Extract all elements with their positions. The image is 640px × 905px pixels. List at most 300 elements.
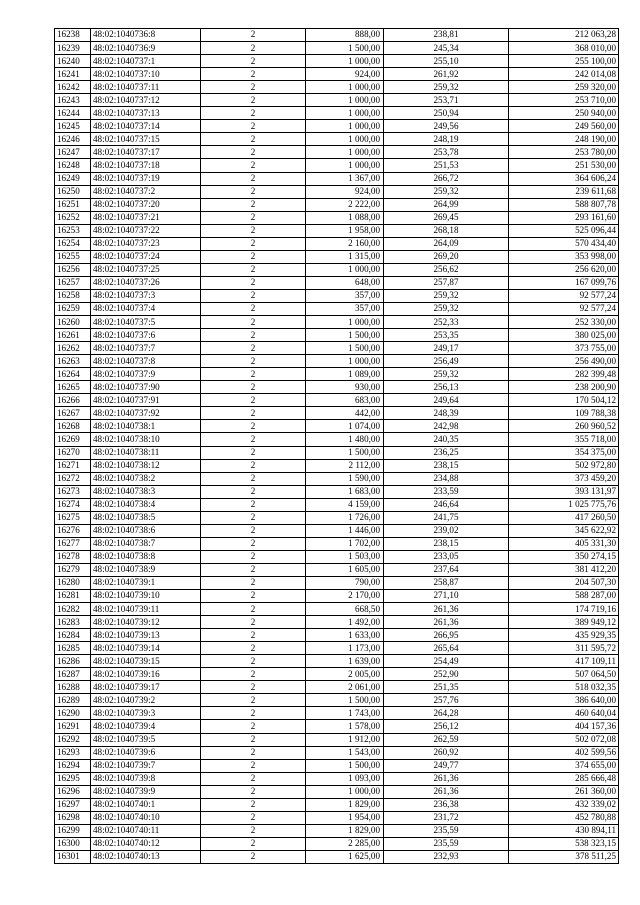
specific-value-cell: 241,75 (384, 511, 509, 524)
category-code-cell: 2 (201, 550, 306, 563)
specific-value-cell: 254,49 (384, 655, 509, 668)
cadastral-number-cell: 48:02:1040739:12 (91, 616, 201, 629)
cadastral-number-cell: 48:02:1040737:92 (91, 407, 201, 420)
specific-value-cell: 261,36 (384, 785, 509, 798)
category-code-cell: 2 (201, 563, 306, 576)
table-row (55, 498, 619, 511)
category-code-cell: 2 (201, 68, 306, 81)
category-code-cell: 2 (201, 668, 306, 681)
specific-value-cell: 253,71 (384, 94, 509, 107)
table-row (55, 407, 619, 420)
table-row (55, 198, 619, 211)
table-row (55, 772, 619, 785)
cadastral-number-cell: 48:02:1040739:13 (91, 629, 201, 642)
row-number-cell: 16243 (55, 94, 91, 107)
specific-value-cell: 269,45 (384, 211, 509, 224)
category-code-cell: 2 (201, 811, 306, 824)
category-code-cell: 2 (201, 198, 306, 211)
row-number-cell: 16298 (55, 811, 91, 824)
table-row (55, 329, 619, 342)
row-number-cell: 16259 (55, 302, 91, 315)
cadastral-number-cell: 48:02:1040737:26 (91, 276, 201, 289)
category-code-cell: 2 (201, 511, 306, 524)
cadastral-number-cell: 48:02:1040739:9 (91, 785, 201, 798)
table-row (55, 668, 619, 681)
cadastral-number-cell: 48:02:1040738:5 (91, 511, 201, 524)
category-code-cell: 2 (201, 824, 306, 837)
row-number-cell: 16265 (55, 381, 91, 394)
cadastral-value-cell: 285 666,48 (509, 772, 619, 785)
category-code-cell: 2 (201, 433, 306, 446)
category-code-cell: 2 (201, 94, 306, 107)
cadastral-number-cell: 48:02:1040739:4 (91, 720, 201, 733)
cadastral-number-cell: 48:02:1040737:8 (91, 355, 201, 368)
area-cell: 1 000,00 (306, 120, 384, 133)
category-code-cell: 2 (201, 772, 306, 785)
row-number-cell: 16295 (55, 772, 91, 785)
category-code-cell: 2 (201, 368, 306, 381)
table-row (55, 211, 619, 224)
cadastral-number-cell: 48:02:1040737:10 (91, 68, 201, 81)
cadastral-number-cell: 48:02:1040737:17 (91, 146, 201, 159)
category-code-cell: 2 (201, 159, 306, 172)
row-number-cell: 16269 (55, 433, 91, 446)
cadastral-value-cell: 368 010,00 (509, 42, 619, 55)
cadastral-number-cell: 48:02:1040738:11 (91, 446, 201, 459)
area-cell: 1 093,00 (306, 772, 384, 785)
cadastral-value-cell: 364 606,24 (509, 172, 619, 185)
cadastral-value-cell: 239 611,68 (509, 185, 619, 198)
table-row (55, 850, 619, 863)
area-cell: 1 315,00 (306, 250, 384, 263)
row-number-cell: 16289 (55, 694, 91, 707)
specific-value-cell: 259,32 (384, 289, 509, 302)
category-code-cell: 2 (201, 459, 306, 472)
row-number-cell: 16266 (55, 394, 91, 407)
table-row (55, 381, 619, 394)
specific-value-cell: 259,32 (384, 185, 509, 198)
table-row (55, 642, 619, 655)
row-number-cell: 16261 (55, 329, 91, 342)
specific-value-cell: 249,56 (384, 120, 509, 133)
specific-value-cell: 232,93 (384, 850, 509, 863)
table-row (55, 316, 619, 329)
specific-value-cell: 251,53 (384, 159, 509, 172)
table-row (55, 824, 619, 837)
table-row (55, 837, 619, 850)
category-code-cell: 2 (201, 146, 306, 159)
row-number-cell: 16241 (55, 68, 91, 81)
row-number-cell: 16276 (55, 524, 91, 537)
specific-value-cell: 252,90 (384, 668, 509, 681)
cadastral-value-cell: 256 490,00 (509, 355, 619, 368)
table-row (55, 250, 619, 263)
table-row (55, 759, 619, 772)
cadastral-value-cell: 417 109,11 (509, 655, 619, 668)
table-row (55, 655, 619, 668)
cadastral-number-cell: 48:02:1040739:16 (91, 668, 201, 681)
area-cell: 1 590,00 (306, 472, 384, 485)
specific-value-cell: 231,72 (384, 811, 509, 824)
row-number-cell: 16267 (55, 407, 91, 420)
row-number-cell: 16264 (55, 368, 91, 381)
table-row (55, 459, 619, 472)
cadastral-number-cell: 48:02:1040737:21 (91, 211, 201, 224)
cadastral-number-cell: 48:02:1040739:5 (91, 733, 201, 746)
cadastral-value-cell: 353 998,00 (509, 250, 619, 263)
cadastral-value-cell: 293 161,60 (509, 211, 619, 224)
row-number-cell: 16296 (55, 785, 91, 798)
table-row (55, 224, 619, 237)
specific-value-cell: 233,05 (384, 550, 509, 563)
specific-value-cell: 238,15 (384, 537, 509, 550)
row-number-cell: 16301 (55, 850, 91, 863)
specific-value-cell: 256,13 (384, 381, 509, 394)
area-cell: 1 500,00 (306, 329, 384, 342)
row-number-cell: 16242 (55, 81, 91, 94)
table-row (55, 511, 619, 524)
cadastral-number-cell: 48:02:1040736:8 (91, 29, 201, 42)
cadastral-number-cell: 48:02:1040737:14 (91, 120, 201, 133)
row-number-cell: 16281 (55, 590, 91, 603)
cadastral-value-cell: 435 929,35 (509, 629, 619, 642)
row-number-cell: 16245 (55, 120, 91, 133)
row-number-cell: 16244 (55, 107, 91, 120)
cadastral-value-cell: 253 710,00 (509, 94, 619, 107)
cadastral-value-cell: 417 260,50 (509, 511, 619, 524)
cadastral-number-cell: 48:02:1040739:11 (91, 603, 201, 616)
row-number-cell: 16280 (55, 576, 91, 589)
specific-value-cell: 256,12 (384, 720, 509, 733)
cadastral-value-cell: 345 622,92 (509, 524, 619, 537)
table-row (55, 302, 619, 315)
row-number-cell: 16278 (55, 550, 91, 563)
area-cell: 1 000,00 (306, 133, 384, 146)
cadastral-value-cell: 374 655,00 (509, 759, 619, 772)
area-cell: 1 000,00 (306, 94, 384, 107)
specific-value-cell: 235,59 (384, 837, 509, 850)
specific-value-cell: 264,28 (384, 707, 509, 720)
row-number-cell: 16257 (55, 276, 91, 289)
row-number-cell: 16297 (55, 798, 91, 811)
specific-value-cell: 264,99 (384, 198, 509, 211)
cadastral-value-table (54, 28, 619, 864)
area-cell: 1 000,00 (306, 55, 384, 68)
row-number-cell: 16262 (55, 342, 91, 355)
specific-value-cell: 250,94 (384, 107, 509, 120)
area-cell: 1 726,00 (306, 511, 384, 524)
area-cell: 648,00 (306, 276, 384, 289)
table-row (55, 146, 619, 159)
table-row (55, 550, 619, 563)
cadastral-value-cell: 253 780,00 (509, 146, 619, 159)
category-code-cell: 2 (201, 420, 306, 433)
category-code-cell: 2 (201, 55, 306, 68)
category-code-cell: 2 (201, 785, 306, 798)
cadastral-value-cell: 538 323,15 (509, 837, 619, 850)
cadastral-value-cell: 380 025,00 (509, 329, 619, 342)
cadastral-value-cell: 204 507,30 (509, 576, 619, 589)
specific-value-cell: 260,92 (384, 746, 509, 759)
specific-value-cell: 242,98 (384, 420, 509, 433)
area-cell: 1 829,00 (306, 798, 384, 811)
row-number-cell: 16247 (55, 146, 91, 159)
area-cell: 1 446,00 (306, 524, 384, 537)
cadastral-value-cell: 174 719,16 (509, 603, 619, 616)
row-number-cell: 16250 (55, 185, 91, 198)
specific-value-cell: 261,36 (384, 603, 509, 616)
table-row (55, 276, 619, 289)
row-number-cell: 16285 (55, 642, 91, 655)
area-cell: 1 912,00 (306, 733, 384, 746)
cadastral-value-cell: 378 511,25 (509, 850, 619, 863)
table-row (55, 707, 619, 720)
cadastral-number-cell: 48:02:1040738:12 (91, 459, 201, 472)
table-row (55, 785, 619, 798)
cadastral-value-cell: 386 640,00 (509, 694, 619, 707)
row-number-cell: 16248 (55, 159, 91, 172)
area-cell: 1 000,00 (306, 146, 384, 159)
category-code-cell: 2 (201, 107, 306, 120)
row-number-cell: 16251 (55, 198, 91, 211)
category-code-cell: 2 (201, 446, 306, 459)
table-row (55, 289, 619, 302)
row-number-cell: 16268 (55, 420, 91, 433)
area-cell: 930,00 (306, 381, 384, 394)
category-code-cell: 2 (201, 407, 306, 420)
cadastral-value-cell: 389 949,12 (509, 616, 619, 629)
area-cell: 1 000,00 (306, 263, 384, 276)
area-cell: 1 743,00 (306, 707, 384, 720)
cadastral-number-cell: 48:02:1040739:1 (91, 576, 201, 589)
category-code-cell: 2 (201, 694, 306, 707)
area-cell: 1 503,00 (306, 550, 384, 563)
table-row (55, 811, 619, 824)
row-number-cell: 16255 (55, 250, 91, 263)
area-cell: 924,00 (306, 68, 384, 81)
specific-value-cell: 257,76 (384, 694, 509, 707)
table-row (55, 576, 619, 589)
row-number-cell: 16256 (55, 263, 91, 276)
specific-value-cell: 266,72 (384, 172, 509, 185)
row-number-cell: 16258 (55, 289, 91, 302)
specific-value-cell: 264,09 (384, 237, 509, 250)
row-number-cell: 16246 (55, 133, 91, 146)
specific-value-cell: 248,19 (384, 133, 509, 146)
cadastral-number-cell: 48:02:1040739:7 (91, 759, 201, 772)
area-cell: 1 480,00 (306, 433, 384, 446)
cadastral-number-cell: 48:02:1040737:4 (91, 302, 201, 315)
cadastral-number-cell: 48:02:1040739:15 (91, 655, 201, 668)
table-row (55, 472, 619, 485)
specific-value-cell: 236,38 (384, 798, 509, 811)
specific-value-cell: 238,81 (384, 29, 509, 42)
category-code-cell: 2 (201, 603, 306, 616)
cadastral-value-cell: 402 599,56 (509, 746, 619, 759)
category-code-cell: 2 (201, 707, 306, 720)
area-cell: 1 000,00 (306, 785, 384, 798)
cadastral-value-cell: 507 064,50 (509, 668, 619, 681)
table-row (55, 237, 619, 250)
cadastral-value-cell: 92 577,24 (509, 302, 619, 315)
category-code-cell: 2 (201, 316, 306, 329)
cadastral-number-cell: 48:02:1040737:9 (91, 368, 201, 381)
category-code-cell: 2 (201, 837, 306, 850)
cadastral-number-cell: 48:02:1040738:10 (91, 433, 201, 446)
row-number-cell: 16271 (55, 459, 91, 472)
category-code-cell: 2 (201, 720, 306, 733)
cadastral-value-cell: 405 331,30 (509, 537, 619, 550)
cadastral-number-cell: 48:02:1040738:8 (91, 550, 201, 563)
cadastral-number-cell: 48:02:1040740:12 (91, 837, 201, 850)
category-code-cell: 2 (201, 185, 306, 198)
table-row (55, 81, 619, 94)
area-cell: 1 088,00 (306, 211, 384, 224)
table-row (55, 446, 619, 459)
cadastral-number-cell: 48:02:1040737:25 (91, 263, 201, 276)
area-cell: 357,00 (306, 302, 384, 315)
area-cell: 2 061,00 (306, 681, 384, 694)
area-cell: 1 500,00 (306, 446, 384, 459)
row-number-cell: 16253 (55, 224, 91, 237)
area-cell: 2 005,00 (306, 668, 384, 681)
table-row (55, 420, 619, 433)
cadastral-value-cell: 588 287,00 (509, 590, 619, 603)
category-code-cell: 2 (201, 329, 306, 342)
cadastral-value-cell: 393 131,97 (509, 485, 619, 498)
category-code-cell: 2 (201, 590, 306, 603)
row-number-cell: 16252 (55, 211, 91, 224)
category-code-cell: 2 (201, 381, 306, 394)
cadastral-number-cell: 48:02:1040739:6 (91, 746, 201, 759)
area-cell: 888,00 (306, 29, 384, 42)
row-number-cell: 16272 (55, 472, 91, 485)
cadastral-value-cell: 212 063,28 (509, 29, 619, 42)
table-row (55, 563, 619, 576)
row-number-cell: 16284 (55, 629, 91, 642)
cadastral-value-cell: 252 330,00 (509, 316, 619, 329)
specific-value-cell: 261,36 (384, 772, 509, 785)
cadastral-value-cell: 92 577,24 (509, 289, 619, 302)
area-cell: 1 074,00 (306, 420, 384, 433)
cadastral-number-cell: 48:02:1040739:3 (91, 707, 201, 720)
area-cell: 1 000,00 (306, 107, 384, 120)
cadastral-value-cell: 404 157,36 (509, 720, 619, 733)
area-cell: 1 089,00 (306, 368, 384, 381)
category-code-cell: 2 (201, 394, 306, 407)
area-cell: 1 500,00 (306, 759, 384, 772)
cadastral-value-cell: 170 504,12 (509, 394, 619, 407)
cadastral-value-cell: 350 274,15 (509, 550, 619, 563)
area-cell: 2 112,00 (306, 459, 384, 472)
cadastral-number-cell: 48:02:1040737:19 (91, 172, 201, 185)
table-row (55, 798, 619, 811)
table-row (55, 694, 619, 707)
cadastral-value-cell: 251 530,00 (509, 159, 619, 172)
area-cell: 1 000,00 (306, 159, 384, 172)
area-cell: 1 625,00 (306, 850, 384, 863)
row-number-cell: 16293 (55, 746, 91, 759)
table-row (55, 342, 619, 355)
cadastral-number-cell: 48:02:1040737:12 (91, 94, 201, 107)
cadastral-number-cell: 48:02:1040737:24 (91, 250, 201, 263)
table-row (55, 746, 619, 759)
specific-value-cell: 249,77 (384, 759, 509, 772)
table-row (55, 94, 619, 107)
cadastral-number-cell: 48:02:1040737:22 (91, 224, 201, 237)
row-number-cell: 16238 (55, 29, 91, 42)
specific-value-cell: 262,59 (384, 733, 509, 746)
cadastral-value-cell: 261 360,00 (509, 785, 619, 798)
cadastral-number-cell: 48:02:1040737:23 (91, 237, 201, 250)
table-row (55, 537, 619, 550)
category-code-cell: 2 (201, 42, 306, 55)
cadastral-value-cell: 570 434,40 (509, 237, 619, 250)
specific-value-cell: 256,62 (384, 263, 509, 276)
cadastral-number-cell: 48:02:1040739:17 (91, 681, 201, 694)
row-number-cell: 16288 (55, 681, 91, 694)
table-row (55, 172, 619, 185)
area-cell: 1 578,00 (306, 720, 384, 733)
area-cell: 683,00 (306, 394, 384, 407)
cadastral-number-cell: 48:02:1040740:10 (91, 811, 201, 824)
cadastral-value-cell: 525 096,44 (509, 224, 619, 237)
cadastral-number-cell: 48:02:1040738:7 (91, 537, 201, 550)
cadastral-number-cell: 48:02:1040740:13 (91, 850, 201, 863)
specific-value-cell: 259,32 (384, 81, 509, 94)
area-cell: 1 000,00 (306, 316, 384, 329)
area-cell: 668,50 (306, 603, 384, 616)
specific-value-cell: 253,78 (384, 146, 509, 159)
table-row (55, 616, 619, 629)
specific-value-cell: 237,64 (384, 563, 509, 576)
cadastral-value-cell: 248 190,00 (509, 133, 619, 146)
cadastral-value-cell: 242 014,08 (509, 68, 619, 81)
area-cell: 2 222,00 (306, 198, 384, 211)
cadastral-number-cell: 48:02:1040737:20 (91, 198, 201, 211)
category-code-cell: 2 (201, 850, 306, 863)
cadastral-number-cell: 48:02:1040737:1 (91, 55, 201, 68)
cadastral-value-cell: 109 788,38 (509, 407, 619, 420)
category-code-cell: 2 (201, 537, 306, 550)
cadastral-number-cell: 48:02:1040740:11 (91, 824, 201, 837)
table-row (55, 433, 619, 446)
cadastral-value-cell: 256 620,00 (509, 263, 619, 276)
category-code-cell: 2 (201, 472, 306, 485)
table-row (55, 394, 619, 407)
category-code-cell: 2 (201, 224, 306, 237)
specific-value-cell: 261,92 (384, 68, 509, 81)
specific-value-cell: 271,10 (384, 590, 509, 603)
category-code-cell: 2 (201, 342, 306, 355)
category-code-cell: 2 (201, 289, 306, 302)
cadastral-value-cell: 381 412,20 (509, 563, 619, 576)
cadastral-number-cell: 48:02:1040737:3 (91, 289, 201, 302)
area-cell: 2 160,00 (306, 237, 384, 250)
category-code-cell: 2 (201, 172, 306, 185)
cadastral-value-cell: 260 960,52 (509, 420, 619, 433)
area-cell: 1 639,00 (306, 655, 384, 668)
category-code-cell: 2 (201, 355, 306, 368)
table-row (55, 29, 619, 42)
category-code-cell: 2 (201, 302, 306, 315)
cadastral-number-cell: 48:02:1040737:90 (91, 381, 201, 394)
cadastral-value-cell: 355 718,00 (509, 433, 619, 446)
category-code-cell: 2 (201, 133, 306, 146)
row-number-cell: 16279 (55, 563, 91, 576)
specific-value-cell: 249,17 (384, 342, 509, 355)
cadastral-number-cell: 48:02:1040739:2 (91, 694, 201, 707)
